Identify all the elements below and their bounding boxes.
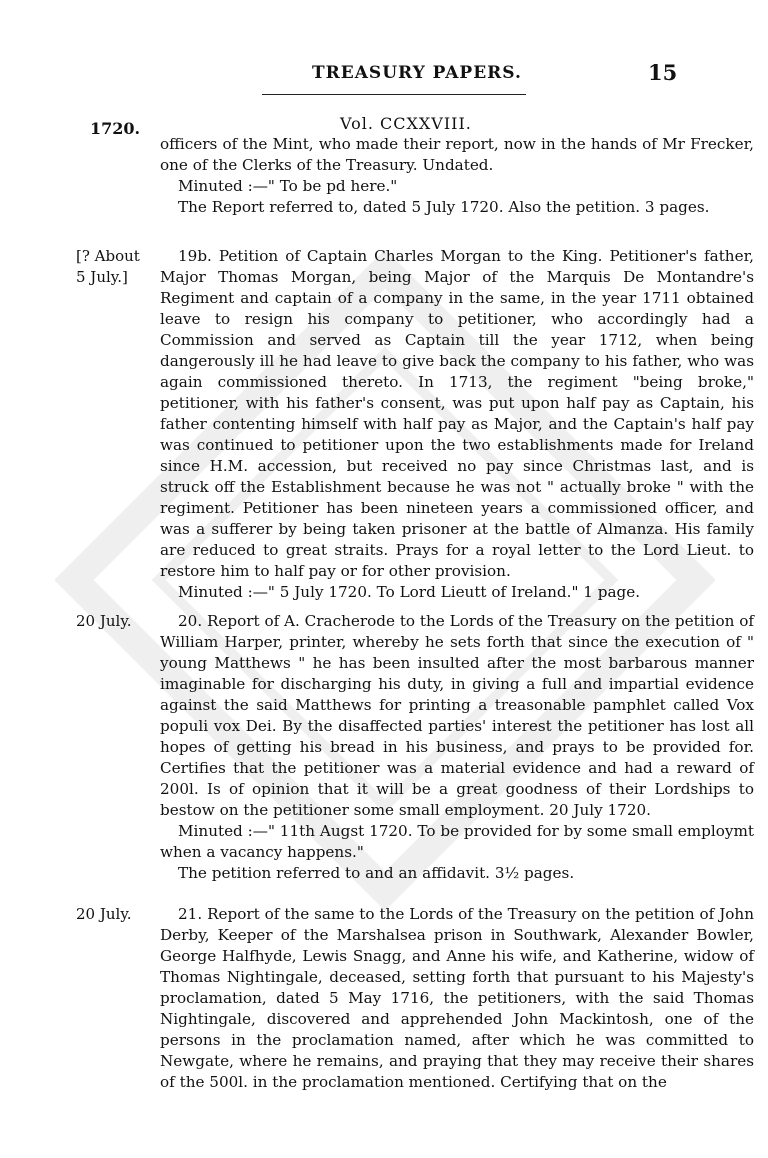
enclosure-line: The Report referred to, dated 5 July 1720. Also the petition. 3 pages.: [178, 198, 710, 216]
minute-line: Minuted :—" 11th Augst 1720. To be provided for by some small employmt when a vacancy happens.": [160, 822, 754, 861]
minute-line: Minuted :—" 5 July 1720. To Lord Lieutt of Ireland." 1 page.: [178, 583, 641, 601]
volume-heading: Vol. CCXXVIII.: [340, 114, 472, 133]
enclosure-line: The petition referred to and an affidavit. 3½ pages.: [178, 864, 575, 882]
margin-date: [? About 5 July.]: [76, 247, 140, 286]
margin-date: 20 July.: [76, 905, 132, 923]
paragraph: 21. Report of the same to the Lords of the Treasury on the petition of John Derby, Keeper of the Marshalsea prison in Southwark, Alexander Bowler, George Halfhyde, Lewis Snagg, and Anne his wife, and Katherine, widow of Thomas Nightingale, deceased, setting forth that pursuant to his Majesty's proclamation, dated 5 May 1716, the petitioners, with the said Thomas Nightingale, discovered and apprehended John Mackintosh, one of the persons in the proclamation named, after which he was committed to Newgate, where he remains, and praying that they may receive their shares of the 500l. in the proclamation mentioned. Certifying that on the: [160, 905, 754, 1091]
page-header: [0, 60, 768, 88]
paragraph: officers of the Mint, who made their report, now in the hands of Mr Frecker, one of the Clerks of the Treasury. Undated.: [160, 135, 754, 174]
page-number: 15: [648, 60, 678, 85]
paragraph: 19b. Petition of Captain Charles Morgan to the King. Petitioner's father, Major Thomas Morgan, being Major of the Marquis De Montandre's Regiment and captain of a company in the same, in the year 1711 obtained leave to resign his company to petitioner, who accordingly had a Commission and served as Captain till the year 1712, when being dangerously ill he had leave to give back the company to his father, who was again commissioned thereto. In 1713, the regiment "being broke," petitioner, with his father's consent, was put upon half pay as Captain, his father contenting himself with half pay as Major, and the Captain's half pay was continued to petitioner upon the two establishments made for Ireland since H.M. accession, but received no pay since Christmas last, and is struck off the Establishment because he was not " actually broke " with the regiment. Petitioner has been nineteen years a commissioned officer, and was a sufferer by being taken prisoner at the battle of Almanza. His family are reduced to great straits. Prays for a royal letter to the Lord Lieut. to restore him to half pay or for other provision.: [160, 247, 754, 580]
entry-body: [160, 246, 754, 603]
running-title: TREASURY PAPERS.: [312, 63, 522, 83]
entry-body: [160, 134, 754, 218]
year-label: 1720.: [90, 119, 141, 138]
paragraph: 20. Report of A. Cracherode to the Lords of the Treasury on the petition of William Harper, printer, whereby he sets forth that since the execution of " young Matthews " he has been insulted after the most barbarous manner imaginable for discharging his duty, in giving a full and impartial evidence against the said Matthews for printing a treasonable pamphlet called Vox populi vox Dei. By the disaffected parties' interest the petitioner has lost all hopes of getting his bread in his business, and prays to be provided for. Certifies that the petitioner was a material evidence and had a reward of 200l. Is of opinion that it will be a great goodness of their Lordships to bestow on the petitioner some small employment. 20 July 1720.: [160, 612, 755, 819]
margin-date: 20 July.: [76, 612, 132, 630]
entry-body: [160, 904, 754, 1093]
entry-body: [160, 611, 754, 884]
minute-line: Minuted :—" To be pd here.": [178, 177, 398, 195]
header-rule: [262, 94, 526, 95]
